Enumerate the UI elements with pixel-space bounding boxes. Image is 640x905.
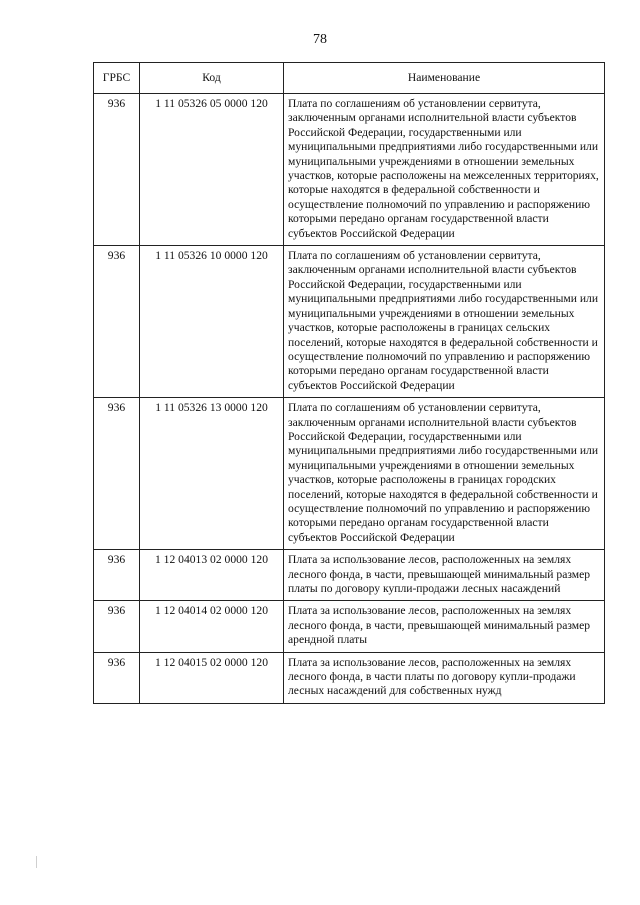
cell-grbs: 936	[94, 652, 140, 703]
table-row	[94, 652, 605, 703]
cell-name: Плата за использование лесов, расположенных на землях лесного фонда, в части платы по договору купли-продажи лесных насаждений для собственных нужд	[284, 652, 605, 703]
cell-code: 1 12 04014 02 0000 120	[140, 601, 284, 652]
cell-code: 1 12 04013 02 0000 120	[140, 550, 284, 601]
cell-code: 1 12 04015 02 0000 120	[140, 652, 284, 703]
cell-grbs: 936	[94, 601, 140, 652]
header-grbs: ГРБС	[94, 63, 140, 94]
cell-grbs: 936	[94, 246, 140, 398]
header-code: Код	[140, 63, 284, 94]
cell-name: Плата по соглашениям об установлении сервитута, заключенным органами исполнительной власти субъектов Российской Федерации, государственными или муниципальными предприятиями либо государственными или муниципальными учреждениями в отношении земельных участков, которые расположены в границах сельских поселений, которые находятся в федеральной собственности и осуществление полномочий по управлению и распоряжению которыми передано органам государственной власти субъектов Российской Федерации	[284, 246, 605, 398]
budget-codes-table	[93, 62, 605, 704]
cell-code: 1 11 05326 10 0000 120	[140, 246, 284, 398]
cell-grbs: 936	[94, 550, 140, 601]
table-row	[94, 601, 605, 652]
table-header-row	[94, 63, 605, 94]
scan-artifact	[36, 856, 37, 868]
page-number: 78	[313, 32, 327, 47]
cell-name: Плата за использование лесов, расположенных на землях лесного фонда, в части, превышающей минимальный размер арендной платы	[284, 601, 605, 652]
table-row	[94, 94, 605, 246]
cell-name: Плата по соглашениям об установлении сервитута, заключенным органами исполнительной власти субъектов Российской Федерации, государственными или муниципальными предприятиями либо государственными или муниципальными учреждениями в отношении земельных участков, которые расположены в границах городских поселений, которые находятся в федеральной собственности и осуществление полномочий по управлению и распоряжению которыми передано органам государственной власти субъектов Российской Федерации	[284, 398, 605, 550]
cell-code: 1 11 05326 05 0000 120	[140, 94, 284, 246]
cell-grbs: 936	[94, 398, 140, 550]
cell-name: Плата по соглашениям об установлении сервитута, заключенным органами исполнительной власти субъектов Российской Федерации, государственными или муниципальными предприятиями либо государственными или муниципальными учреждениями в отношении земельных участков, которые расположены на межселенных территориях, которые находятся в федеральной собственности и осуществление полномочий по управлению и распоряжению которыми передано органам государственной власти субъектов Российской Федерации	[284, 94, 605, 246]
table-row	[94, 550, 605, 601]
cell-code: 1 11 05326 13 0000 120	[140, 398, 284, 550]
cell-name: Плата за использование лесов, расположенных на землях лесного фонда, в части, превышающей минимальный размер платы по договору купли-продажи лесных насаждений	[284, 550, 605, 601]
header-name: Наименование	[284, 63, 605, 94]
table-row	[94, 246, 605, 398]
cell-grbs: 936	[94, 94, 140, 246]
table-row	[94, 398, 605, 550]
